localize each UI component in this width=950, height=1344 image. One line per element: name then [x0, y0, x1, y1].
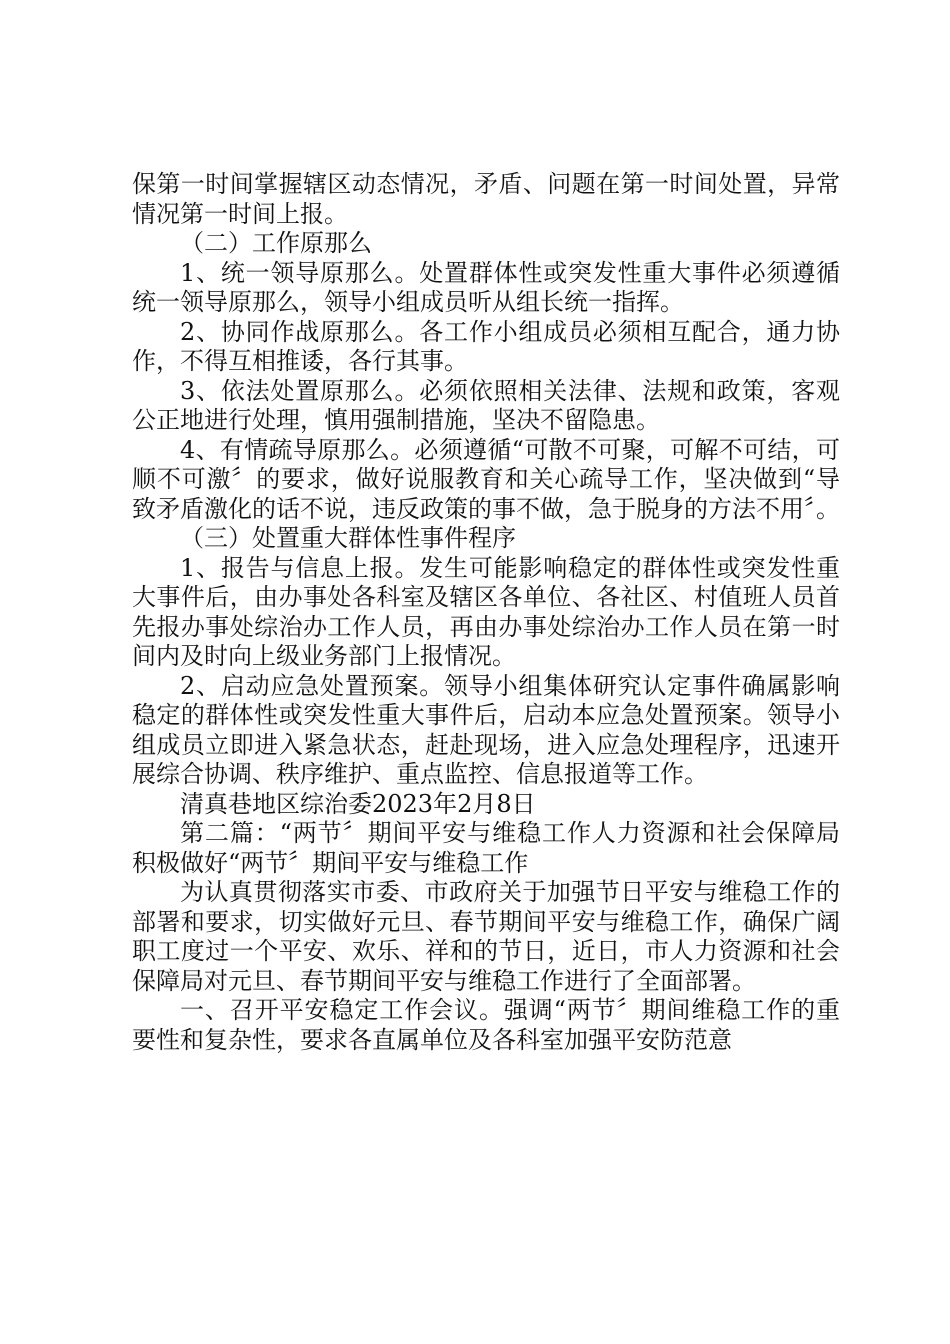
second-article-title: 第二篇：“两节〞期间平安与维稳工作人力资源和社会保障局积极做好“两节〞期间平安与维稳工作 [132, 819, 840, 877]
signature-date-line: 清真巷地区综治委2023年2月8日 [180, 789, 536, 818]
section-heading-procedure: （三）处置重大群体性事件程序 [180, 524, 516, 552]
document-body [132, 170, 840, 1055]
paragraph-reporting: 1、报告与信息上报。发生可能影响稳定的群体性或突发性重大事件后，由办事处各科室及辖区各单位、各社区、村值班人员首先报办事处综治办工作人员，再由办事处综治办工作人员在第一时间内及时向上级业务部门上报情况。 [132, 553, 840, 670]
paragraph-intro: 为认真贯彻落实市委、市政府关于加强节日平安与维稳工作的部署和要求，切实做好元旦、春节期间平安与维稳工作，确保广阔职工度过一个平安、欢乐、祥和的节日，近日，市人力资源和社会保障局对元旦、春节期间平安与维稳工作进行了全面部署。 [132, 878, 840, 995]
section-heading-work-principles: （二）工作原那么 [180, 229, 372, 257]
paragraph-unified-leadership: 1、统一领导原那么。处置群体性或突发性重大事件必须遵循统一领导原那么，领导小组成员听从组长统一指挥。 [132, 258, 840, 316]
paragraph-1: 保第一时间掌握辖区动态情况，矛盾、问题在第一时间处置，异常情况第一时间上报。 [132, 170, 840, 228]
paragraph-emergency-plan: 2、启动应急处置预案。领导小组集体研究认定事件确属影响稳定的群体性或突发性重大事件后，启动本应急处置预案。领导小组成员立即进入紧急状态，赶赴现场，进入应急处理程序，迅速开展综合协调、秩序维护、重点监控、信息报道等工作。 [132, 671, 840, 788]
paragraph-lawful-handling: 3、依法处置原那么。必须依照相关法律、法规和政策，客观公正地进行处理，慎用强制措施，坚决不留隐患。 [132, 376, 840, 434]
paragraph-meeting: 一、召开平安稳定工作会议。强调“两节〞期间维稳工作的重要性和复杂性，要求各直属单位及各科室加强平安防范意 [132, 996, 840, 1054]
paragraph-coordinated-operation: 2、协同作战原那么。各工作小组成员必须相互配合，通力协作，不得互相推诿，各行其事。 [132, 317, 840, 375]
paragraph-guidance-principle: 4、有情疏导原那么。必须遵循“可散不可聚，可解不可结，可顺不可激〞的要求，做好说服教育和关心疏导工作，坚决做到“导致矛盾激化的话不说，违反政策的事不做，急于脱身的方法不用〞。 [132, 435, 840, 523]
